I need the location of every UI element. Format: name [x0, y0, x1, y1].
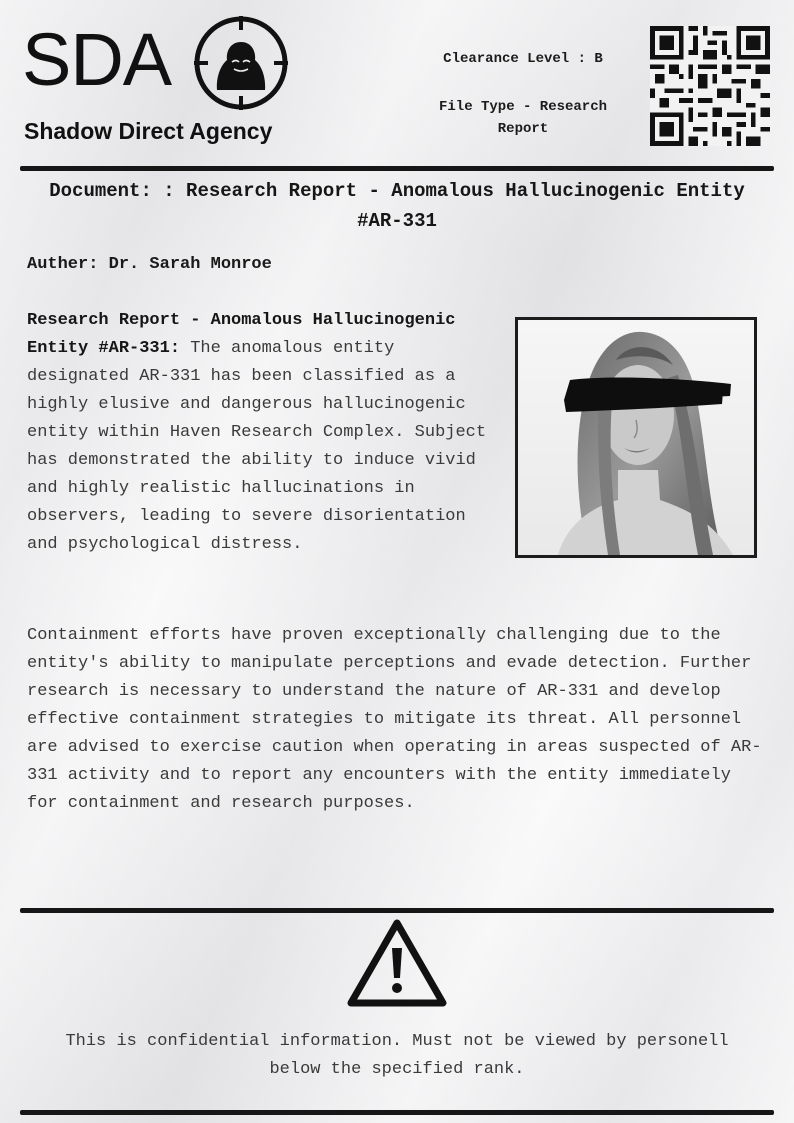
agency-name: Shadow Direct Agency: [24, 118, 273, 144]
document-author: Auther: Dr. Sarah Monroe: [27, 255, 272, 274]
report-paragraph-intro: [27, 307, 495, 559]
footer-divider-top: [20, 908, 774, 913]
report-paragraph-containment: Containment efforts have proven exceptionally challenging due to the entity's ability to manipulate perceptions and evade detection. Further research is necessary to understand the nature of AR-331 and develop effective containment strategies to mitigate its threat. All personnel are advised to exercise caution when operating in areas suspected of AR-331 activity and to report any encounters with the entity immediately for containment and research purposes.: [27, 626, 762, 813]
document-meta: [418, 48, 628, 140]
redacted-subject-photo: [515, 317, 757, 558]
qr-code-icon: [650, 26, 770, 146]
report-lead-heading: Research Report - Anomalous Hallucinogenic Entity #AR-331:: [27, 311, 456, 358]
confidential-notice: This is confidential information. Must not be viewed by personell below the specified rank.: [65, 1032, 729, 1079]
file-type: File Type - Research Report: [438, 99, 608, 137]
footer-divider-bottom: [20, 1110, 774, 1115]
warning-triangle-icon: [346, 918, 448, 1008]
header-divider: [20, 166, 774, 171]
hooded-figure-crosshair-icon: [194, 16, 288, 110]
report-paragraph-intro-text: The anomalous entity designated AR-331 has been classified as a highly elusive and dangerous hallucinogenic entity within Haven Research Complex. Subject has demonstrated the ability to induce vivid and highly realistic hallucinations in observers, leading to severe disorientation and psychological distress.: [27, 339, 487, 554]
agency-logo-text: SDA: [22, 18, 172, 101]
clearance-level: Clearance Level : B: [443, 51, 603, 67]
document-title: Document: : Research Report - Anomalous Hallucinogenic Entity #AR-331: [49, 180, 745, 232]
